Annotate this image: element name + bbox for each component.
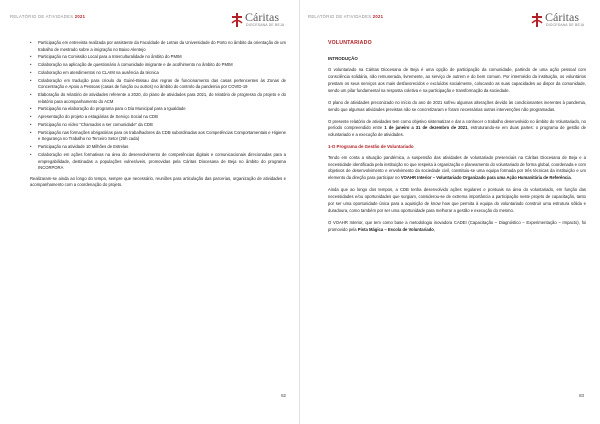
bullet-icon: • — [30, 77, 32, 83]
header-title — [10, 14, 85, 19]
voahr-text-end: , — [433, 227, 435, 232]
bullet-icon: • — [30, 40, 32, 45]
page-header — [10, 10, 292, 32]
caritas-logo — [230, 10, 292, 30]
logo-subtitle: DIOCESANA DE BEJA — [546, 23, 585, 27]
bullet-icon: • — [30, 69, 32, 75]
header-title — [308, 14, 383, 19]
list-item-text: Participação em entrevista realizada por assistente da Faculdade de Letras da Universidade do Porto no âmbito da orientação de um trabalho de mestrado sobre a imigração no Baixo Alentejo — [38, 40, 286, 52]
list-item — [30, 54, 286, 61]
objective-text-end: , estruturando-se em duas partes: o programa de gestão de voluntariado e a execução de atividades. — [328, 125, 586, 137]
program-subtitle: 1-O Programa de Gestão de Voluntariado — [328, 144, 414, 150]
objective-paragraph — [328, 119, 586, 139]
section-title: VOLUNTARIADO — [328, 40, 372, 46]
activity-list — [30, 40, 286, 172]
intro-paragraph: O voluntariado na Cáritas Diocesana de Beja é uma opção de participação da comunidade, partindo de uma ação pessoal com consciência solidária, não remunerada, livremente, ao serviço de outrem e do bem comum. Por intermédio da instituição, os voluntários prestam os seus serviços aos mais desfavorecidos e excluídos socialmente, colocando as suas capacidades ao dispor da comunidade, sendo um pilar fundamental na resposta coletiva e na participação e transformação da sociedade. — [328, 67, 586, 93]
program-text: Tendo em conta a situação pandémica, a suspensão das atividades de voluntariado presenciais na Cáritas Diocesana de Beja e a necessidade identificada pela instituição no que respeita à organização e planeamento do voluntariado de forma global, coordenada e com objetivos de desenvolvimento e envolvimento da sociedade civil, constituiu-se uma equipa formada por três técnicas da instituição e um elemento da direção para participar no — [328, 155, 586, 180]
objective-text: O presente relatório de atividades tem como objetivo sistematizar e dar a conhecer o trabalho desenvolvido no âmbito do Voluntariado, no período compreendido entre — [328, 118, 586, 131]
logo-name: Cáritas — [545, 10, 579, 24]
program-paragraph — [328, 155, 586, 181]
left-content — [30, 40, 286, 194]
header-title-text: RELATÓRIO DE ATIVIDADES — [10, 14, 74, 19]
header-year: 2021 — [372, 14, 384, 19]
list-item — [30, 62, 286, 69]
list-item-text: Apresentação do projeto a estagiárias de Serviço Social na CDB — [38, 114, 158, 120]
bullet-icon: • — [30, 151, 32, 157]
bullet-icon: • — [30, 129, 32, 135]
list-item — [30, 122, 286, 129]
logo-subtitle: DIOCESANA DE BEJA — [246, 23, 285, 27]
list-item — [30, 130, 286, 143]
list-item — [30, 40, 286, 53]
voahr-name: VOAHR Interior – Voluntariado Organizado para uma Ação Humanitária de Referência — [400, 174, 571, 180]
page-number: 82 — [281, 393, 286, 398]
list-item-text: Participação na Comissão Local para a Interculturalidade no âmbito do PMIM — [38, 54, 182, 60]
right-content — [328, 40, 586, 239]
right-page — [300, 0, 600, 424]
list-item — [30, 144, 286, 151]
intro-title: INTRODUÇÃO — [328, 56, 358, 61]
voahr-text: O VOAHR Interior, que tem como base a metodologia inovadora CADEI (Capacitação – Diagnóstico – Experimentação – Impacto), foi promovido pela — [328, 220, 586, 232]
page-number: 83 — [579, 393, 584, 398]
page-header — [308, 10, 592, 32]
header-year: 2021 — [74, 14, 86, 19]
list-item — [30, 70, 286, 77]
list-item-text: Colaboração em atendimentos no CLAIM na ausência da técnica — [38, 69, 159, 75]
list-item-text: Colaboração na aplicação de questionário à comunidade imigrante e de acolhimento no âmbito do PMIM — [38, 62, 233, 68]
caritas-cross-icon — [530, 12, 544, 28]
voahr-paragraph — [328, 220, 586, 234]
bullet-icon: • — [30, 92, 32, 98]
plan-paragraph: O plano de atividades preconizado no início do ano de 2021 sofreu algumas alterações devido às condicionantes inerentes à pandemia, sendo que algumas atividades previstas não se concretizaram e foram necessárias outras intervenções não programadas. — [328, 100, 586, 112]
bullet-icon: • — [30, 122, 32, 128]
bullet-icon: • — [30, 106, 32, 112]
bullet-icon: • — [30, 62, 32, 68]
list-item — [30, 92, 286, 105]
bullet-icon: • — [30, 144, 32, 150]
list-item-text: Participação na atividade 10 Milhões de Estrelas — [38, 144, 129, 150]
closing-paragraph: Realizaram-se ainda ao longo do tempo, sempre que necessário, reuniões para articulação das parcerias, organização de atividades e acompanhamento com a coordenação do projeto. — [30, 175, 286, 188]
objective-period: 1 de janeiro a 31 de dezembro de 2021 — [384, 125, 468, 131]
list-item — [30, 78, 286, 91]
header-title-text: RELATÓRIO DE ATIVIDADES — [308, 14, 372, 19]
program-text-end: . — [570, 174, 572, 180]
list-item-text: Participação nas formações obrigatórias para os trabalhadores da CDB subordinadas aos Competências Comportamentais e Higiene e Segurança no Trabalho no Terceiro Setor (25h cada) — [38, 129, 286, 142]
list-item — [30, 152, 286, 172]
list-item — [30, 114, 286, 121]
list-item-text: Colaboração em ações formativas na área do desenvolvimento de competências digitais e comunicacionais direcionadas para a empregabilidade, destinadas a populações vulneráveis, promovidas pela Cáritas Diocesana de Beja no âmbito do programa INCORPORA — [38, 151, 286, 171]
pista-magica-name: Pista Mágica – Escola de Voluntariado — [357, 227, 434, 232]
bullet-icon: • — [30, 54, 32, 60]
list-item-text: Participação na elaboração do programa para o Dia Municipal para a Igualdade — [38, 106, 186, 112]
list-item-text: Participação no vídeo “Chamados a ser comunidade” da CDB — [38, 122, 153, 128]
list-item-text: Elaboração do relatório de atividades referente a 2020, do plano de atividades para 2021, do relatório de progresso do projeto e do relatório para acompanhamento do ACM — [38, 92, 286, 104]
logo-name: Cáritas — [245, 10, 279, 24]
caritas-logo — [530, 10, 592, 30]
caritas-cross-icon — [230, 12, 244, 28]
capacity-paragraph: Ainda que ao longo dos tempos, a CDB tenha desenvolvido ações regulares e pontuais na área do voluntariado, em função das necessidades e/ou oportunidades que surgiam, considerou-se de extrema importância a participação neste projeto de capacitação, tanto por ser uma oportunidade única para a aquisição de know how que permita à equipa do voluntariado construir uma estrutura sólida e duradoura, como também por ser uma oportunidade para melhorar a gestão e execução do mesmo. — [328, 186, 586, 213]
list-item-text: Colaboração em tradução para crioulo da Guiné-Bissau das regras de funcionamento das casas pertencentes às Zonas de Concentração e Apoio a Pessoas (casas de função ou outros) no âmbito do controlo da pandemia por COVID-19 — [38, 77, 286, 90]
list-item — [30, 106, 286, 113]
bullet-icon: • — [30, 114, 32, 120]
